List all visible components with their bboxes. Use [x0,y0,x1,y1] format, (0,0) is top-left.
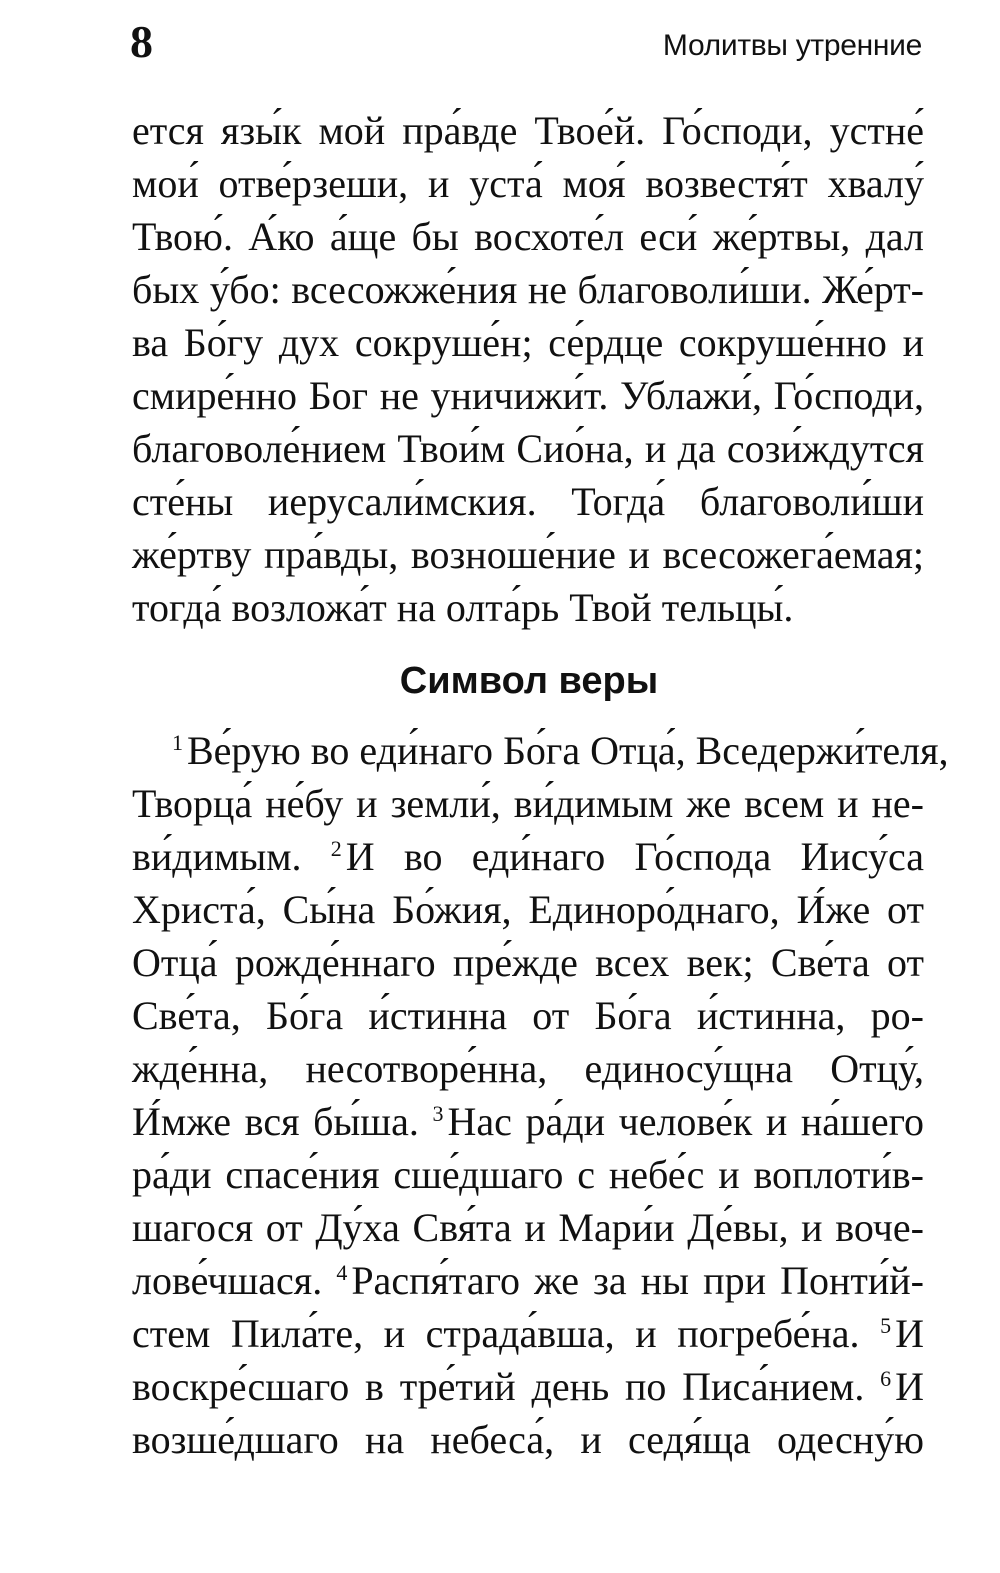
creed-line: стем Пила́те, и страда́вша, и погребе́на. $^5$ И [132,1311,924,1356]
creed-line: жде́нна, несотворе́нна, единосу́щна Отцу́, [132,1046,924,1091]
creed-line: возше́дшаго на небеса́, и седя́ща одесну́ю [132,1417,924,1462]
creed-line: Христа́, Сы́на Бо́жия, Единоро́днаго, И́же от [132,887,924,932]
page-header [130,14,922,74]
psalm-line: смире́нно Бог не уничижи́т. Ублажи́, Го́споди, [132,373,924,418]
creed-line: И́мже вся бы́ша. $^3$ Нас ра́ди челове́к и на́шего [132,1099,924,1144]
psalm-line: ется язы́к мой пра́вде Твое́й. Го́споди, устне́ [132,108,924,153]
psalm-line: бых у́бо: всесожже́ния не благоволи́ши. Же́рт- [132,267,924,312]
psalm-text [132,104,924,634]
creed-line: шагося от Ду́ха Свя́та и Мари́и Де́вы, и воче- [132,1205,924,1250]
verse-number: 4 [336,1260,348,1285]
verse-number: 2 [330,836,342,861]
creed-line: ра́ди спасе́ния сше́дшаго с небе́с и воплоти́в- [132,1152,924,1197]
creed-text [132,724,949,1466]
psalm-line: ва Бо́гу дух сокруше́н; се́рдце сокруше́нно и [132,320,924,365]
verse-number: 3 [432,1101,444,1126]
creed-line: $^1$ Ве́рую во еди́наго Бо́га Отца́, Вседержи́теля, [172,728,949,773]
verse-number: 5 [880,1313,892,1338]
creed-line: ви́димым. $^2$ И во еди́наго Го́спода Иису́са [132,834,924,879]
creed-line: Отца́ рожде́ннаго пре́жде всех век; Све́та от [132,940,924,985]
psalm-line: тогда́ возложа́т на олта́рь Твой тельцы́. [132,585,794,630]
psalm-line: Твою́. А́ко а́ще бы восхоте́л еси́ же́ртвы, дал [132,214,924,259]
verse-number: 1 [172,730,183,755]
creed-line: лове́чшася. $^4$ Распя́таго же за ны при Понти́й- [132,1258,924,1303]
psalm-line: мои́ отве́рзеши, и уста́ моя́ возвестя́т хвалу́ [132,161,924,206]
psalm-line: же́ртву пра́вды, возноше́ние и всесожега́емая; [132,532,924,577]
psalm-line: сте́ны иерусали́мския. Тогда́ благоволи́ши [132,479,924,524]
creed-line: воскре́сшаго в тре́тий день по Писа́нием. $^6$ И [132,1364,924,1409]
verse-number: 6 [880,1366,892,1391]
section-heading-creed: Символ веры [399,660,659,702]
creed-line: Све́та, Бо́га и́стинна от Бо́га и́стинна, ро- [132,993,924,1038]
psalm-line: благоволе́нием Твои́м Сио́на, и да сози́ждутся [132,426,924,471]
creed-line: Творца́ не́бу и земли́, ви́димым же всем и не- [132,781,924,826]
running-title: Молитвы утренние [662,29,922,62]
page-number: 8 [130,16,153,67]
